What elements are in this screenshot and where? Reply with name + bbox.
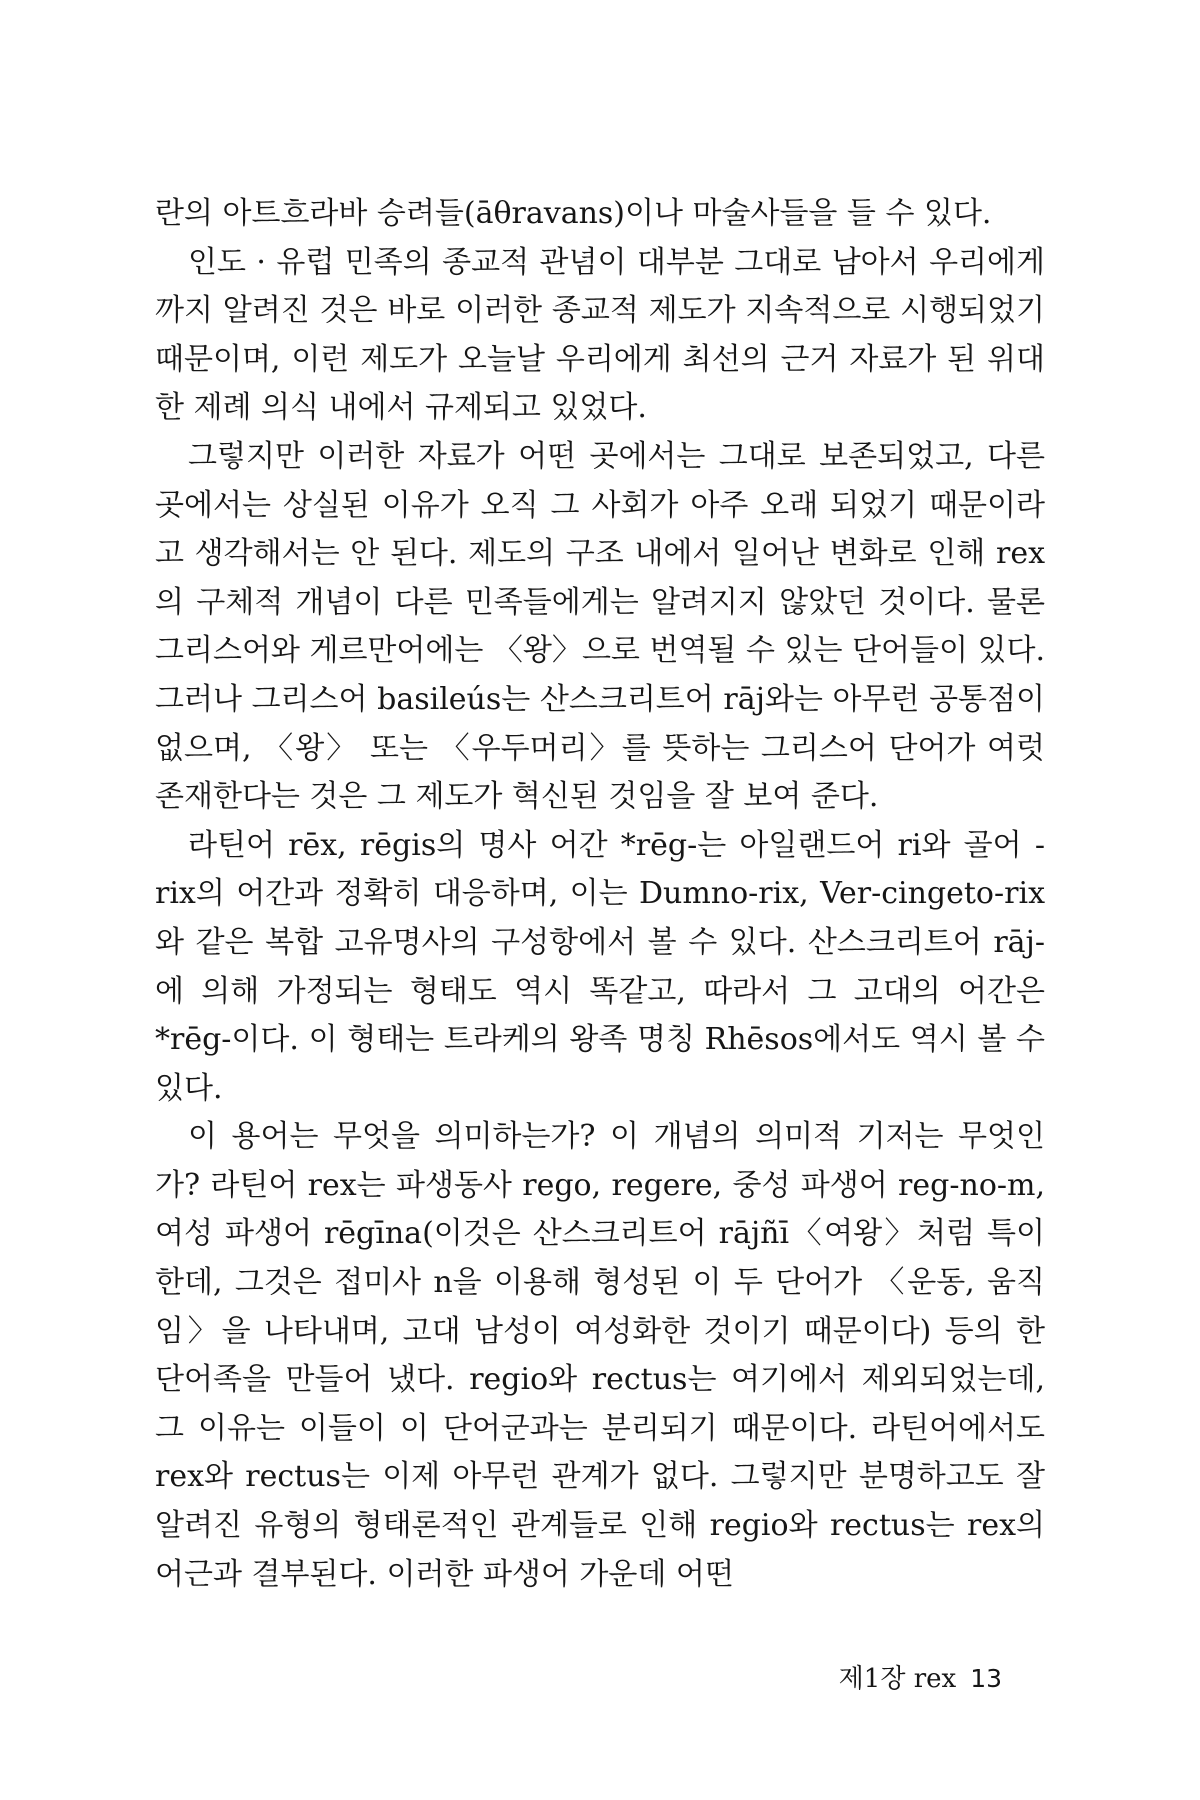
paragraph: 라틴어 rēx, rēgis의 명사 어간 *rēg-는 아일랜드어 ri와 골어 -rix의 어간과 정확히 대응하며, 이는 Dumno-rix, Ver-cingeto-rix와 같은 복합 고유명사의 구성항에서 볼 수 있다. 산스크리트어 rāj-에 의해 가정되는 형태도 역시 똑같고, 따라서 그 고대의 어간은 *rēg-이다. 이 형태는 트라케의 왕족 명칭 Rhēsos에서도 역시 볼 수 있다. bbox=[155, 827, 1045, 1106]
page-footer bbox=[839, 1658, 1002, 1695]
page-number: 13 bbox=[970, 1664, 1002, 1693]
paragraph-continued: 란의 아트흐라바 승려들(āθravans)이나 마술사들을 들 수 있다. bbox=[155, 196, 992, 231]
paragraph: 이 용어는 무엇을 의미하는가? 이 개념의 의미적 기저는 무엇인가? 라틴어 rex는 파생동사 rego, regere, 중성 파생어 reg-no-m, 여성 파생어 rēgīna(이것은 산스크리트어 rājñī〈여왕〉처럼 특이한데, 그것은 접미사 n을 이용해 형성된 이 두 단어가 〈운동, 움직임〉을 나타내며, 고대 남성이 여성화한 것이기 때문이다) 등의 한 단어족을 만들어 냈다. regio와 rectus는 여기에서 제외되었는데, 그 이유는 이들이 이 단어군과는 분리되기 때문이다. 라틴어에서도 rex와 rectus는 이제 아무런 관계가 없다. 그렇지만 분명하고도 잘 알려진 유형의 형태론적인 관계들로 인해 regio와 rectus는 rex의 어근과 결부된다. 이러한 파생어 가운데 어떤 bbox=[155, 1119, 1045, 1592]
running-footer-chapter: 제1장 rex bbox=[838, 1664, 957, 1694]
paragraph: 그렇지만 이러한 자료가 어떤 곳에서는 그대로 보존되었고, 다른 곳에서는 상실된 이유가 오직 그 사회가 아주 오래 되었기 때문이라고 생각해서는 안 된다. 제도의 구조 내에서 일어난 변화로 인해 rex의 구체적 개념이 다른 민족들에게는 알려지지 않았던 것이다. 물론 그리스어와 게르만어에는 〈왕〉으로 번역될 수 있는 단어들이 있다. 그러나 그리스어 basileús는 산스크리트어 rāj와는 아무런 공통점이 없으며, 〈왕〉 또는 〈우두머리〉를 뜻하는 그리스어 단어가 여럿 존재한다는 것은 그 제도가 혁신된 것임을 잘 보여 준다. bbox=[155, 438, 1045, 815]
body-text bbox=[155, 190, 1045, 1599]
paragraph: 인도 · 유럽 민족의 종교적 관념이 대부분 그대로 남아서 우리에게까지 알려진 것은 바로 이러한 종교적 제도가 지속적으로 시행되었기 때문이며, 이런 제도가 오늘날 우리에게 최선의 근거 자료가 된 위대한 제례 의식 내에서 규제되고 있었다. bbox=[155, 244, 1045, 426]
